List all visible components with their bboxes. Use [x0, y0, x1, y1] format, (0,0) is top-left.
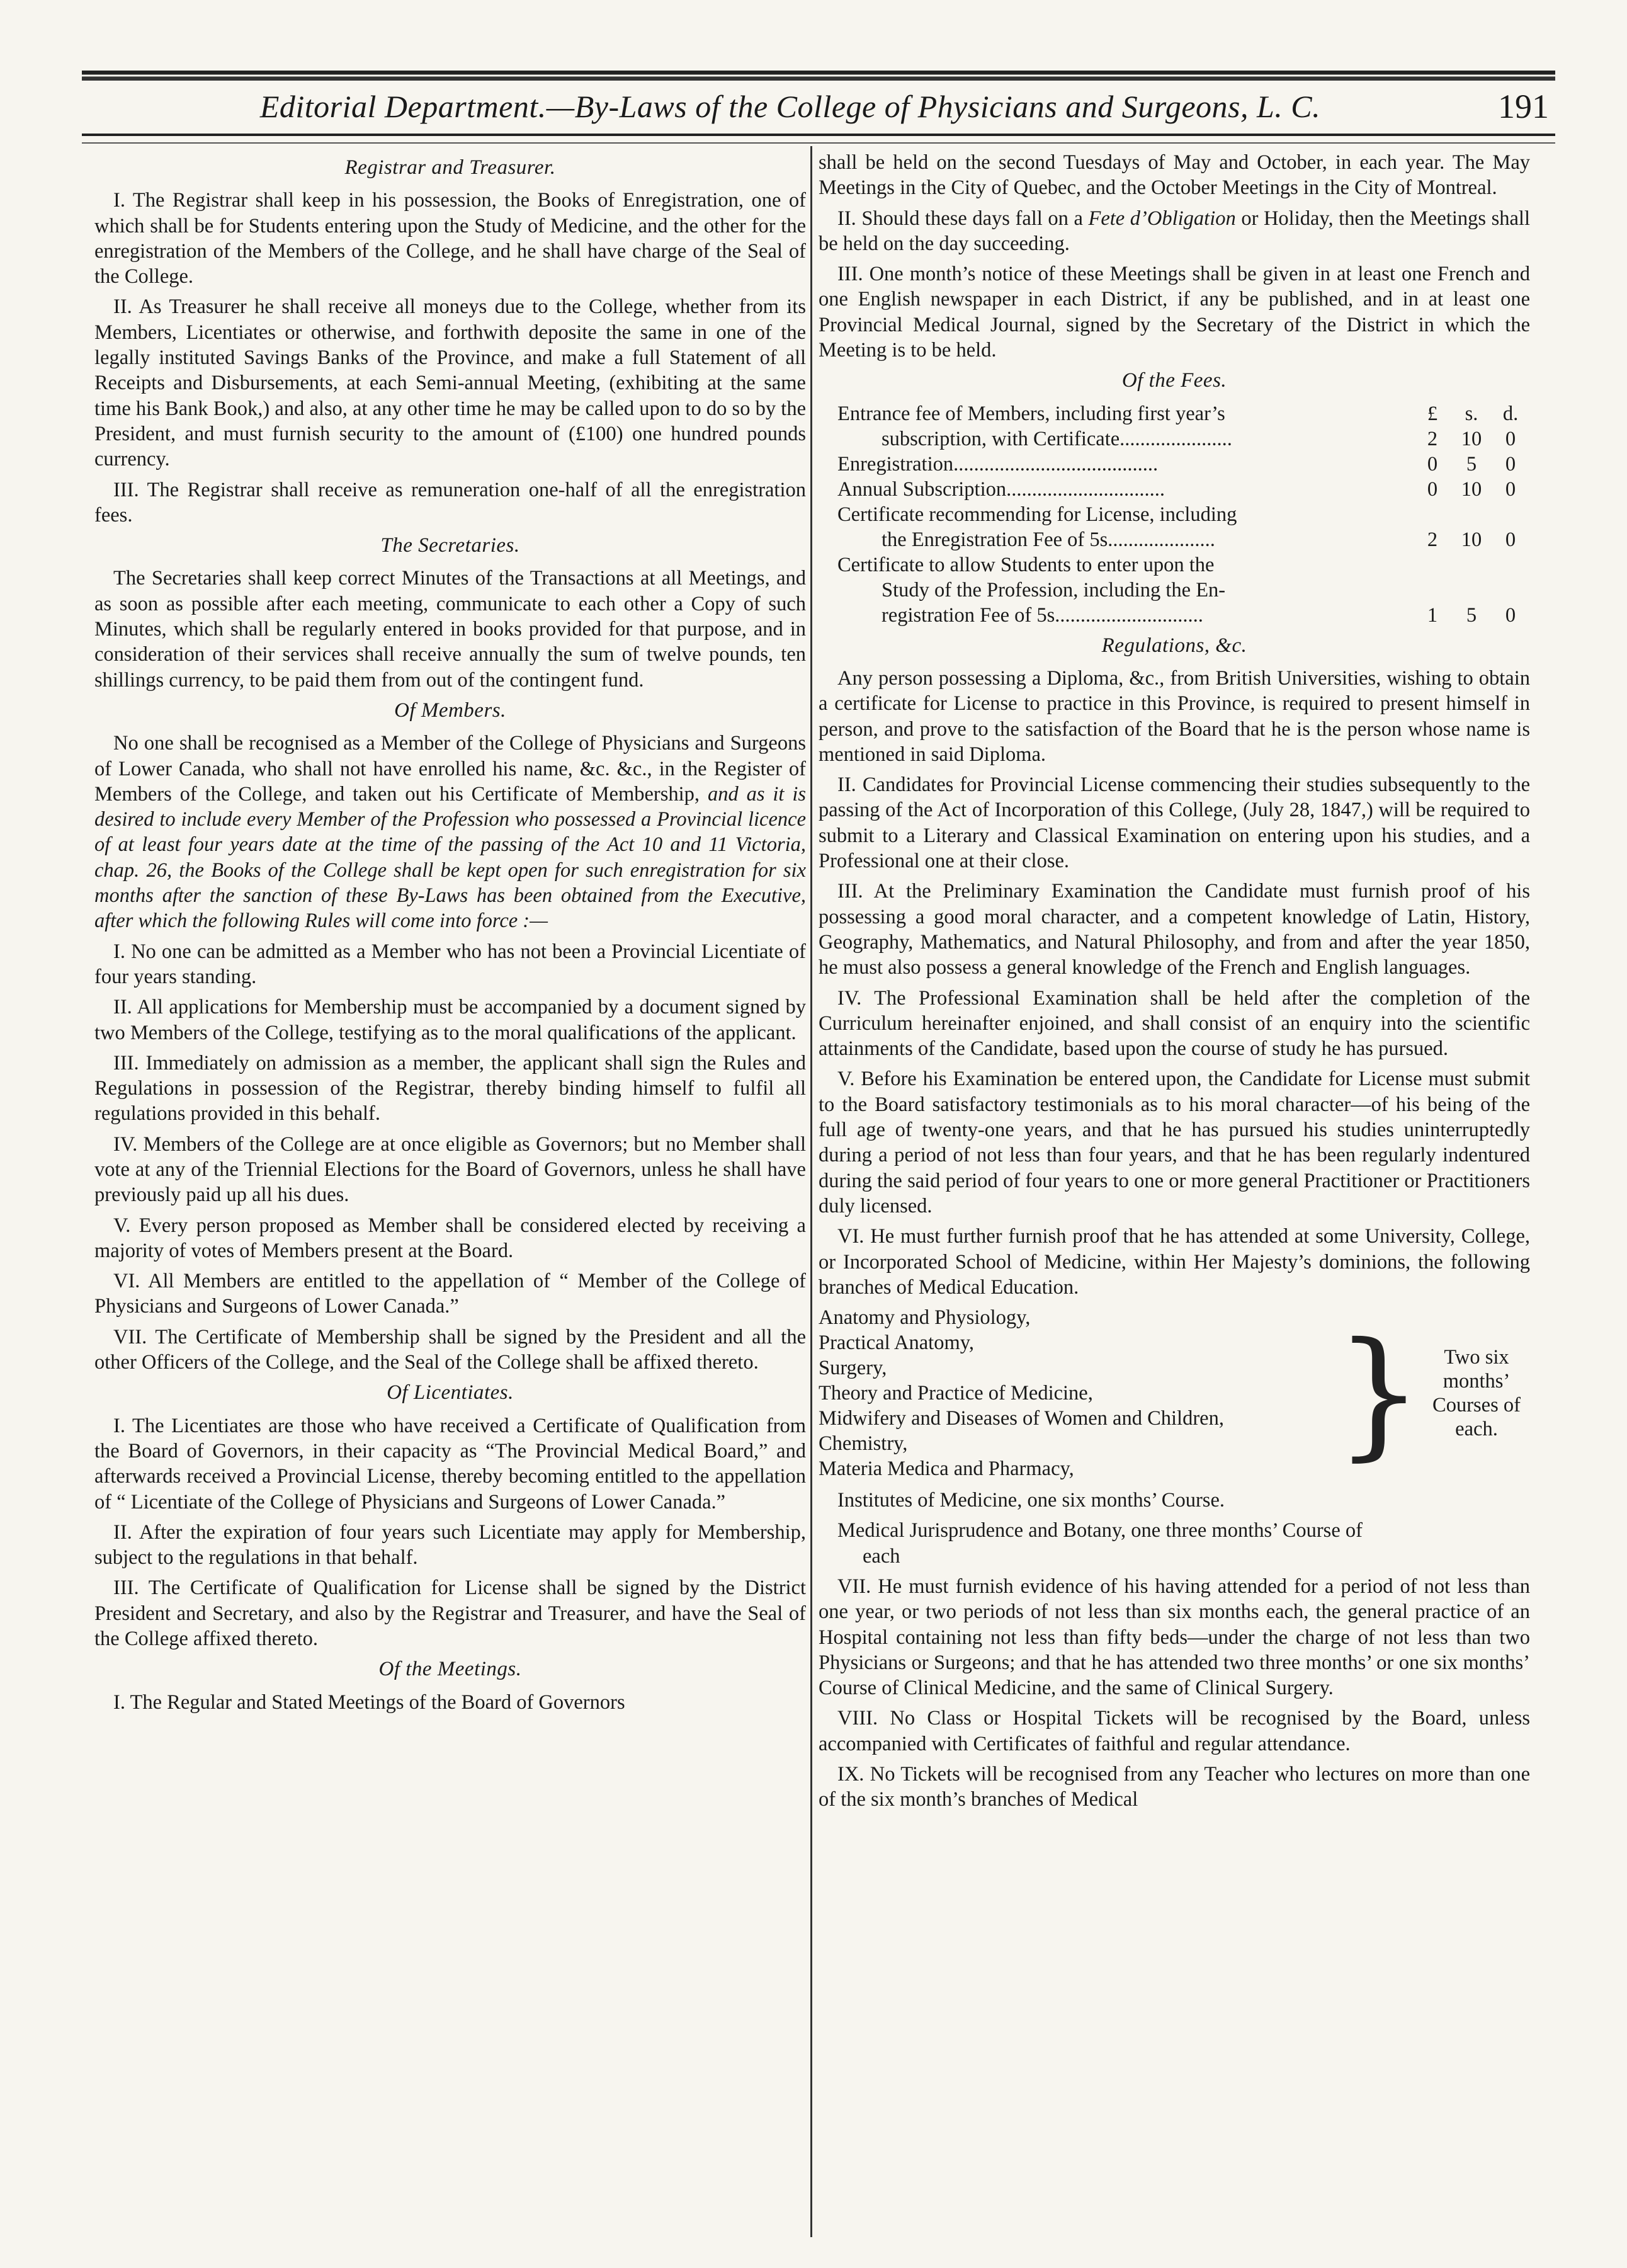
paragraph: II. After the expiration of four years such Licentiate may apply for Membership, subject to the regulations in that behalf. — [94, 1520, 806, 1570]
paragraph: III. At the Preliminary Examination the Candidate must furnish proof of his possessing a good moral character, and a competent knowledge of Latin, History, Geography, Mathematics, and Natural Philosophy, and from and after the year 1850, he must also possess a general knowledge of the French and English languages. — [819, 880, 1530, 979]
paragraph: Institutes of Medicine, one six months’ Course. — [837, 1489, 1225, 1512]
paragraph: II. As Treasurer he shall receive all moneys due to the College, whether from its Members, Licentiates or otherwise, and forthwith deposite the same in one of the legally instituted Savings Banks of the Province, and make a full Statement of all Receipts and Disbursements, at each Semi-annual Meeting, (exhibiting at the same time his Bank Book,) and also, at any other time he may be called upon to do so by the President, and must furnish security to the amount of (£100) one hundred pounds currency. — [94, 295, 806, 471]
fee-pence: 0 — [1505, 528, 1516, 551]
left-column — [94, 150, 806, 2241]
paragraph-text: II. Should these days fall on a — [837, 207, 1083, 230]
course-item: Surgery, — [819, 1357, 887, 1380]
fee-pounds: 1 — [1427, 603, 1438, 627]
paragraph: III. The Registrar shall receive as remuneration one-half of all the enregistration fees. — [94, 478, 806, 527]
running-header — [82, 81, 1555, 132]
fees-row — [819, 477, 1530, 502]
paragraph: V. Every person proposed as Member shall be considered elected by receiving a majority of votes of Members present at the Board. — [94, 1214, 806, 1262]
course-item: Midwifery and Diseases of Women and Children, — [819, 1407, 1224, 1430]
column-divider — [810, 146, 812, 2237]
paragraph: VI. All Members are entitled to the appellation of “ Member of the College of Physicians and Surgeons of Lower Canada.” — [94, 1270, 806, 1318]
paragraph-text: No one shall be recognised as a Member of the College of Physicians and Surgeons of Lower Canada, who shall not have enrolled his name, &c. &c., in the Register of Members of the College, and taken out his Certificate of Membership, — [94, 732, 806, 806]
paragraph: VII. He must furnish evidence of his having attended for a period of not less than one year, or two periods of not less than six months each, the general practice of an Hospital containing not less than fifty beds—under the charge of not less than two Physicians or Surgeons; and that he has attended two three months’ or one six months’ Course of Clinical Medicine, and the same of Clinical Surgery. — [819, 1575, 1530, 1700]
paragraph: III. The Certificate of Qualification for License shall be signed by the District President and Secretary, and also by the Registrar and Treasurer, and have the Seal of the College affixed thereto. — [94, 1576, 806, 1651]
paragraph: Any person possessing a Diploma, &c., from British Universities, wishing to obtain a certificate for License to practice in this Province, is required to present himself in person, and prove to the satisfaction of the Board that he is the person whose name is mentioned in said Diploma. — [819, 666, 1530, 766]
fee-item: Annual Subscription............................... — [837, 477, 1165, 501]
fee-item-line: subscription, with Certificate...................... — [882, 427, 1232, 450]
fee-pence: 0 — [1505, 603, 1516, 627]
italic-text: and as it is desired to include every Member of the Profession who possessed a Provincial licence of at least four years date at the time of the passing of the Act 10 and 11 Victoria, chap. 26, the Books of the College shall be kept open for such enregistration for six months after the sanction of these By-Laws has been obtained from the Executive, after which the following Rules will come into force :— — [94, 782, 806, 933]
curly-brace-icon: } — [1335, 1313, 1423, 1474]
fee-item — [819, 552, 1530, 603]
paragraph: VIII. No Class or Hospital Tickets will be recognised by the Board, unless accompanied with Certificates of faithful and regular attendance. — [819, 1707, 1530, 1755]
paragraph: I. The Registrar shall keep in his possession, the Books of Enregistration, one of which shall be for Students entering upon the Study of Medicine, and the other for the enregistration of the Members of the College, and he shall have charge of the Seal of the College. — [94, 189, 806, 288]
fees-row — [819, 502, 1530, 527]
paragraph: I. No one can be admitted as a Member who has not been a Provincial Licentiate of four years standing. — [94, 940, 806, 988]
courses-table — [819, 1305, 1530, 1481]
fee-pounds: 0 — [1427, 477, 1438, 501]
paragraph: IX. No Tickets will be recognised from any Teacher who lectures on more than one of the six month’s branches of Medical — [819, 1763, 1530, 1811]
section-heading-meetings: Of the Meetings. — [378, 1658, 522, 1681]
fees-row — [819, 552, 1530, 603]
paragraph: shall be held on the second Tuesdays of May and October, in each year. The May Meetings in the City of Quebec, and the October Meetings in the City of Montreal. — [819, 151, 1530, 200]
course-item: Anatomy and Physiology, — [819, 1306, 1031, 1330]
section-heading-licentiates: Of Licentiates. — [387, 1381, 514, 1405]
paragraph: III. Immediately on admission as a member, the applicant shall sign the Rules and Regulations in possession of the Registrar, thereby binding himself to fulfil all regulations provided in this behalf. — [94, 1051, 806, 1125]
fees-row — [819, 603, 1530, 628]
paragraph: II. All applications for Membership must be accompanied by a document signed by two Members of the College, testifying as to the moral qualifications of the applicant. — [94, 996, 806, 1044]
section-heading-secretaries: The Secretaries. — [380, 534, 520, 557]
paragraph: I. The Licentiates are those who have received a Certificate of Qualification from the Board of Governors, in their capacity as “The Provincial Medical Board,” and afterwards received a Provincial License, thereby becoming entitled to the appellation of “ Licentiate of the College of Physicians and Surgeons of Lower Canada.” — [94, 1414, 806, 1513]
fee-item — [819, 426, 1413, 452]
course-item: Chemistry, — [819, 1432, 908, 1456]
paragraph: The Secretaries shall keep correct Minutes of the Transactions at all Meetings, and as soon as possible after each meeting, communicate to each other a Copy of such Minutes, which shall be regularly entered in books provided for that purpose, and in consideration of their services shall receive annually the sum of twelve pounds, ten shillings currency, to be paid them from out of the contingent fund. — [94, 567, 806, 692]
fee-item-line: Entrance fee of Members, including first year’s — [837, 402, 1225, 425]
fees-column-shillings: s. — [1465, 402, 1478, 425]
paragraph: IV. The Professional Examination shall be held after the completion of the Curriculum hereinafter enjoined, and shall consist of an enquiry into the scientific attainments of the Candidate, based upon the course of study he has pursued. — [819, 986, 1530, 1061]
paragraph-text: each — [863, 1544, 900, 1568]
paragraph: II. Candidates for Provincial License commencing their studies subsequently to the passing of the Act of Incorporation of this College, (July 28, 1847,) will be required to submit to a Literary and Classical Examination on entering upon his studies, and a Professional one at their close. — [819, 773, 1530, 873]
courses-note: Two six months’ Courses of each. — [1432, 1346, 1521, 1441]
fee-item-line: Certificate to allow Students to enter upon the — [837, 553, 1215, 576]
paragraph-text: or Holiday, then the Meetings shall be held on the day succeeding. — [819, 207, 1530, 255]
fees-row — [819, 401, 1530, 426]
course-item: Theory and Practice of Medicine, — [819, 1382, 1093, 1405]
fee-item: Enregistration........................................ — [837, 452, 1159, 476]
paragraph — [819, 1518, 1530, 1569]
fees-column-pence: d. — [1502, 402, 1519, 425]
fee-pence: 0 — [1505, 477, 1516, 501]
fee-pence: 0 — [1505, 452, 1516, 476]
running-title: Editorial Department.—By-Laws of the College of Physicians and Surgeons, L. C. — [259, 89, 1321, 124]
fee-shillings: 5 — [1466, 452, 1477, 476]
section-heading-members: Of Members. — [394, 698, 506, 722]
course-item: Practical Anatomy, — [819, 1331, 974, 1355]
paragraph: VI. He must further furnish proof that he has attended at some University, College, or Incorporated School of Medicine, within Her Majesty’s dominions, the following branches of Medical Education. — [819, 1225, 1530, 1299]
right-column — [819, 150, 1530, 2241]
section-heading-fees: Of the Fees. — [1121, 369, 1227, 392]
courses-list — [819, 1305, 1335, 1481]
page-number: 191 — [1498, 88, 1549, 125]
paragraph — [819, 206, 1530, 257]
fees-row — [819, 426, 1530, 452]
fee-item: Certificate recommending for License, including — [837, 503, 1237, 526]
fee-pounds: 2 — [1427, 427, 1438, 450]
fees-row — [819, 452, 1530, 477]
fee-shillings: 10 — [1461, 528, 1482, 551]
courses-row — [819, 1305, 1530, 1481]
fee-item-line: registration Fee of 5s............................. — [882, 603, 1203, 627]
header-bottom-rule — [82, 134, 1555, 144]
paragraph: VII. The Certificate of Membership shall be signed by the President and all the other Officers of the College, and the Seal of the College shall be affixed thereto. — [94, 1325, 806, 1374]
italic-text: Fete d’Obligation — [1088, 207, 1236, 230]
paragraph-text: Medical Jurisprudence and Botany, one three months’ Course of — [837, 1519, 1363, 1542]
fee-shillings: 10 — [1461, 477, 1482, 501]
fee-item — [819, 603, 1413, 628]
fees-column-pounds: £ — [1427, 402, 1438, 425]
paragraph — [94, 731, 806, 933]
paragraph: I. The Regular and Stated Meetings of the Board of Governors — [113, 1690, 625, 1714]
paragraph: III. One month’s notice of these Meetings shall be given in at least one French and one English newspaper in each District, if any be published, and in at least one Provincial Medical Journal, signed by the Secretary of the District in which the Meeting is to be held. — [819, 263, 1530, 362]
fee-shillings: 10 — [1461, 427, 1482, 450]
paragraph: IV. Members of the College are at once eligible as Governors; but no Member shall vote at any of the Triennial Elections for the Board of Governors, unless he shall have previously paid up all his dues. — [94, 1132, 806, 1207]
section-heading-registrar: Registrar and Treasurer. — [344, 156, 556, 179]
course-item: Materia Medica and Pharmacy, — [819, 1457, 1074, 1481]
fee-item-line: the Enregistration Fee of 5s..................... — [882, 528, 1215, 551]
paragraph: V. Before his Examination be entered upon, the Candidate for License must submit to the Board satisfactory testimonials as to his moral character—of his being of the full age of twenty-one years, and that he has pursued his studies uninterruptedly during a period of not less than four years, and that he has been regularly indentured during the said period of four years to one or more general Practitioner or Practitioners duly licensed. — [819, 1068, 1530, 1217]
fee-pence: 0 — [1505, 427, 1516, 450]
section-heading-regulations: Regulations, &c. — [1101, 634, 1247, 657]
fees-row — [819, 527, 1530, 552]
header-top-rule — [82, 71, 1555, 81]
fees-table — [819, 401, 1530, 628]
fee-item — [819, 401, 1413, 426]
fee-item-line: Study of the Profession, including the En- — [882, 578, 1226, 601]
fee-pounds: 0 — [1427, 452, 1438, 476]
fee-pounds: 2 — [1427, 528, 1438, 551]
fee-item — [819, 527, 1413, 552]
fee-shillings: 5 — [1466, 603, 1477, 627]
